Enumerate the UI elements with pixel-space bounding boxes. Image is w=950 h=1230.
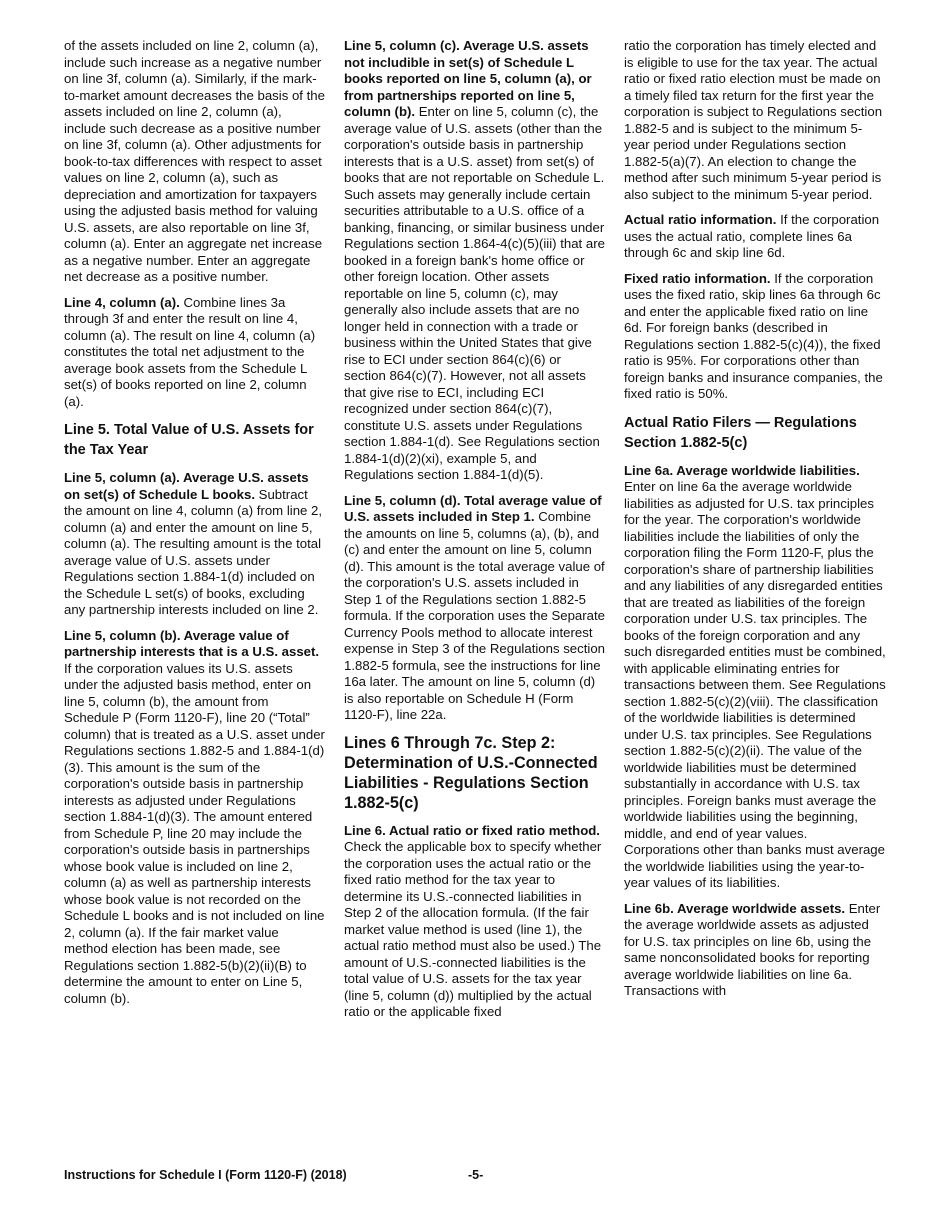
paragraph-lead-heading: Line 6a. Average worldwide liabilities. xyxy=(624,462,860,478)
paragraph xyxy=(344,823,606,1021)
paragraph-text: Enter on line 5, column (c), the average value of U.S. assets (other than the corporation's outside basis in partnership interests that is a U.S. asset) from set(s) of books that are not reportable on Schedule L. Such assets may generally include certain securities attributable to a U.S. office of a banking, financing, or similar business under Regulations section 1.864-4(c)(5)(iii) that are booked in a foreign bank's home office or other foreign location. Other assets reportable on line 5, column (c), may generally also include assets that are no longer held in connection with a trade or business within the United States that give rise to ECI under section 864(c)(6) or section 864(c)(7). However, not all assets that give rise to ECI, including ECI recognized under section 864(c)(7), constitute U.S. assets under Regulations section 1.884-1(d). See Regulations section 1.884-1(d)(2)(xi), example 5, and Regulations section 1.884-1(d)(5). xyxy=(344,104,605,482)
section-heading: Line 5. Total Value of U.S. Assets for the Tax Year xyxy=(64,422,314,458)
paragraph xyxy=(624,901,886,1000)
paragraph-lead-heading: Fixed ratio information. xyxy=(624,270,771,286)
paragraph xyxy=(624,271,886,403)
paragraph-lead-heading: Line 5, column (d). Total average value of U.S. assets included in Step 1. xyxy=(344,492,602,524)
footer-form-title: Instructions for Schedule I (Form 1120-F) (2018) xyxy=(64,1168,347,1182)
paragraph-text: of the assets included on line 2, column (a), include such increase as a negative number on line 3f, column (a). Similarly, if the mark-to-market amount decreases the basis of the assets included on line 2, column (a), include such decrease as a positive number on line 3f, column (a). Other adjustments for book-to-tax differences with respect to asset values on line 2, column (a), such as depreciation and amortization for taxpayers using the adjusted basis method for valuing U.S. assets, are also reportable on line 3f, column (a). Enter an aggregate net increase as a negative number. Enter an aggregate net decrease as a positive number. xyxy=(64,38,325,284)
paragraph-lead-heading: Line 5, column (a). Average U.S. assets on set(s) of Schedule L books. xyxy=(64,470,309,502)
paragraph-text: Subtract the amount on line 4, column (a) from line 2, column (a) and enter the amount on line 5, column (a). The resulting amount is the total average value of U.S. assets under Regulations section 1.884-1(d) included on the Schedule L set(s) of books, excluding any partnership interests included on line 2. xyxy=(64,486,323,617)
text-column-1 xyxy=(64,38,326,1016)
page-number: -5- xyxy=(468,1168,484,1182)
paragraph-text: ratio the corporation has timely elected and is eligible to use for the tax year. The actual ratio or fixed ratio election must be made on a timely filed tax return for the first year the corporation is subject to Regulations section 1.882-5 and is subject to the minimum 5-year period under Regulations section 1.882-5(a)(7). An election to change the method after such minimum 5-year period is also subject to the minimum 5-year period. xyxy=(624,38,883,202)
section-heading: Lines 6 Through 7c. Step 2: Determination of U.S.-Connected Liabilities - Regulations Section 1.882-5(c) xyxy=(344,733,598,812)
paragraph-lead-heading: Line 5, column (c). Average U.S. assets not includible in set(s) of Schedule L books reported on line 5, column (a), or from partnerships reported on line 5, column (b). xyxy=(344,38,592,119)
paragraph xyxy=(624,212,886,262)
paragraph-text: If the corporation values its U.S. assets under the adjusted basis method, enter on line 5, column (b), the amount from Schedule P (Form 1120-F), line 20 (“Total” column) that is treated as a U.S. asset under Regulations sections 1.882-5 and 1.884-1(d)(3). This amount is the sum of the corporation's outside basis in partnership interests as adjusted under Regulations section 1.884-1(d)(3). The amount entered from Schedule P, line 20 may include the corporation's outside basis in partnerships whose book value is included on line 2, column (a) as well as partnership interests whose book value is not recorded on the Schedule L books and is not included on line 2, column (a). If the fair market value method election has been made, see Regulations section 1.882-5(b)(2)(ii)(B) to determine the amount to enter on Line 5, column (b). xyxy=(64,660,325,1006)
paragraph-text: Combine lines 3a through 3f and enter the result on line 4, column (a). The result on line 4, column (a) constitutes the total net adjustment to the average book assets from the Schedule L set(s) of books reported on line 2, column (a). xyxy=(64,294,316,409)
paragraph-text: Check the applicable box to specify whether the corporation uses the actual ratio or the fixed ratio method for the tax year to determine its U.S.-connected liabilities in Step 2 of the allocation formula. (If the fair market value method is used (line 1), the actual ratio method must also be used.) The amount of U.S.-connected liabilities is the total value of U.S. assets for the tax year (line 5, column (d)) multiplied by the actual ratio or the applicable fixed xyxy=(344,839,602,1019)
paragraph-text: Enter the average worldwide assets as adjusted for U.S. tax principles on line 6b, using the same nonconsolidated books for reporting average worldwide liabilities on line 6a. Transactions with xyxy=(624,900,881,998)
paragraph-lead-heading: Actual ratio information. xyxy=(624,212,777,227)
paragraph xyxy=(64,470,326,619)
paragraph xyxy=(624,38,886,203)
paragraph xyxy=(344,493,606,724)
text-column-3 xyxy=(624,38,886,1009)
paragraph xyxy=(624,463,886,892)
paragraph xyxy=(344,38,606,484)
paragraph xyxy=(64,38,326,286)
paragraph-text: Combine the amounts on line 5, columns (a), (b), and (c) and enter the amount on line 5, column (d). This amount is the total average value of the corporation's U.S. assets included in Step 1 of the Regulations section 1.882-5 formula. If the corporation uses the Separate Currency Pools method to allocate interest expense in Step 3 of the Regulations section 1.882-5 formula, see the instructions for line 16a later. The amount on line 5, column (d) is also reportable on Schedule H (Form 1120-F), line 22a. xyxy=(344,509,605,722)
paragraph xyxy=(64,628,326,1008)
paragraph xyxy=(64,295,326,411)
paragraph-lead-heading: Line 5, column (b). Average value of partnership interests that is a U.S. asset. xyxy=(64,627,320,659)
paragraph-lead-heading: Line 6. Actual ratio or fixed ratio method. xyxy=(344,822,600,838)
section-heading: Actual Ratio Filers — Regulations Section 1.882-5(c) xyxy=(624,414,857,451)
paragraph-lead-heading: Line 6b. Average worldwide assets. xyxy=(624,900,846,916)
text-column-2 xyxy=(344,38,606,1030)
paragraph-text: If the corporation uses the actual ratio, complete lines 6a through 6c and skip line 6d. xyxy=(624,212,880,260)
paragraph-lead-heading: Line 4, column (a). xyxy=(64,294,180,310)
paragraph-text: Enter on line 6a the average worldwide liabilities as adjusted for U.S. tax principles for the year. The corporation's worldwide liabilities include the liabilities of only the corporation filing the Form 1120-F, plus the corporation's share of partnership liabilities and any liabilities of any disregarded entities that are treated as liabilities of the foreign corporation under U.S. tax principles. The books of the foreign corporation and any such disregarded entities must be combined, with applicable eliminating entries for transactions between them. See Regulations section 1.882-5(c)(2)(viii). The classification of the worldwide liabilities is determined under U.S. tax principles. See Regulations section 1.882-5(c)(2)(ii). The value of the worldwide liabilities must be determined substantially in accordance with U.S. tax principles. Foreign banks must average the worldwide liabilities using the beginning, middle, and end of year values. Corporations other than banks must average the worldwide liabilities using the year-to-year values of its liabilities. xyxy=(624,479,886,890)
paragraph-text: If the corporation uses the fixed ratio, skip lines 6a through 6c and enter the applicable fixed ratio on line 6d. For foreign banks (described in Regulations section 1.882-5(c)(4)), the fixed ratio is 95%. For corporations other than foreign banks and insurance companies, the fixed ratio is 50%. xyxy=(624,270,883,401)
